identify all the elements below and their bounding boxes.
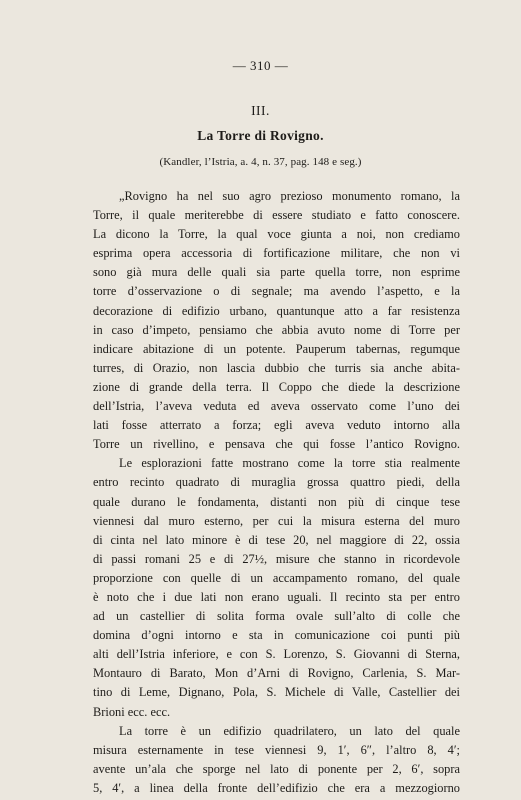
text-line: tino di Leme, Dignano, Pola, S. Michele di Valle, Castellier dei xyxy=(93,685,460,700)
source-citation: (Kandler, l’Istria, a. 4, n. 37, pag. 148 e seg.) xyxy=(159,156,362,168)
text-line: decorazione di edifizio urbano, quantunque atto a far resistenza xyxy=(93,303,460,318)
text-line: 5, 4′, a linea della fronte dell’edifizio che era a mezzogiorno xyxy=(93,780,460,795)
text-line: torre d’osservazione o di segnale; ma avendo l’aspetto, e la xyxy=(93,284,460,299)
paragraph-3 xyxy=(93,722,460,798)
body-text xyxy=(93,187,460,798)
text-line: indicare abitazione di un potente. Pauperum tabernas, regumque xyxy=(93,341,460,356)
text-line: è noto che i due lati non erano uguali. Il recinto sta per entro xyxy=(93,589,460,604)
text-line: quale durano le fondamenta, distanti non più di cinque tese xyxy=(93,494,460,509)
paragraph-2 xyxy=(93,454,460,721)
text-line: alti dell’Istria inferiore, e con S. Lorenzo, S. Giovanni di Sterna, xyxy=(93,647,460,662)
text-line: avente un’ala che sporge nel lato di ponente per 2, 6′, sopra xyxy=(93,761,460,776)
text-line: Torre un rivellino, e pensava che qui fosse l’antico Rovigno. xyxy=(93,437,460,452)
text-line: sono già mura delle quali sia parte quella torre, non esprime xyxy=(93,265,460,280)
text-line: Montauro di Barato, Mon d’Arni di Rovigno, Carlenia, S. Mar- xyxy=(93,666,460,681)
text-line: dell’Istria, l’aveva veduta ed aveva osservato come l’uno dei xyxy=(93,399,460,414)
text-line: domina d’ogni intorno e sta in comunicazione coi punti più xyxy=(93,628,460,643)
text-line: misura esternamente in tese viennesi 9, 1′, 6″, l’altro 8, 4′; xyxy=(93,742,460,757)
text-line: viennesi dal muro esterno, per cui la misura esterna del muro xyxy=(93,513,460,528)
section-number: III. xyxy=(251,103,270,118)
text-line: lati fosse atterrato a forza; egli aveva veduto intorno alla xyxy=(93,418,460,433)
section-title: La Torre di Rovigno. xyxy=(197,128,324,143)
text-line: proporzione con quelle di un accampamento romano, del quale xyxy=(93,570,460,585)
text-line: zione di grande della terra. Il Coppo che diede la descrizione xyxy=(93,379,460,394)
text-line: in caso d’impeto, pensiamo che abbia avuto nome di Torre per xyxy=(93,322,460,337)
text-line: di cinta nel lato minore è di tese 20, nel maggiore di 22, ossia xyxy=(93,532,460,547)
text-line: di passi romani 25 e di 27½, misure che stanno in ricordevole xyxy=(93,551,460,566)
text-line: esprima opera accessoria di fortificazione militare, che non vi xyxy=(93,246,460,261)
text-line: „Rovigno ha nel suo agro prezioso monumento romano, la xyxy=(119,189,460,203)
text-line: ad un castellier di solita forma ovale sull’alto di colle che xyxy=(93,609,460,624)
text-line: La dicono la Torre, la qual voce giunta a noi, non crediamo xyxy=(93,227,460,242)
text-line: La torre è un edifizio quadrilatero, un lato del quale xyxy=(119,723,460,738)
text-line: Le esplorazioni fatte mostrano come la torre stia realmente xyxy=(119,456,460,471)
text-line: Brioni ecc. ecc. xyxy=(93,704,171,719)
paragraph-1 xyxy=(93,187,460,454)
text-line: turres, di Orazio, non lascia dubbio che turris sia anche abita- xyxy=(93,360,460,375)
page-number: — 310 — xyxy=(232,58,289,73)
text-line: entro recinto quadrato di muraglia grossa quattro piedi, della xyxy=(93,475,460,490)
text-line: Torre, il quale meriterebbe di essere studiato e fatto conoscere. xyxy=(93,208,460,223)
